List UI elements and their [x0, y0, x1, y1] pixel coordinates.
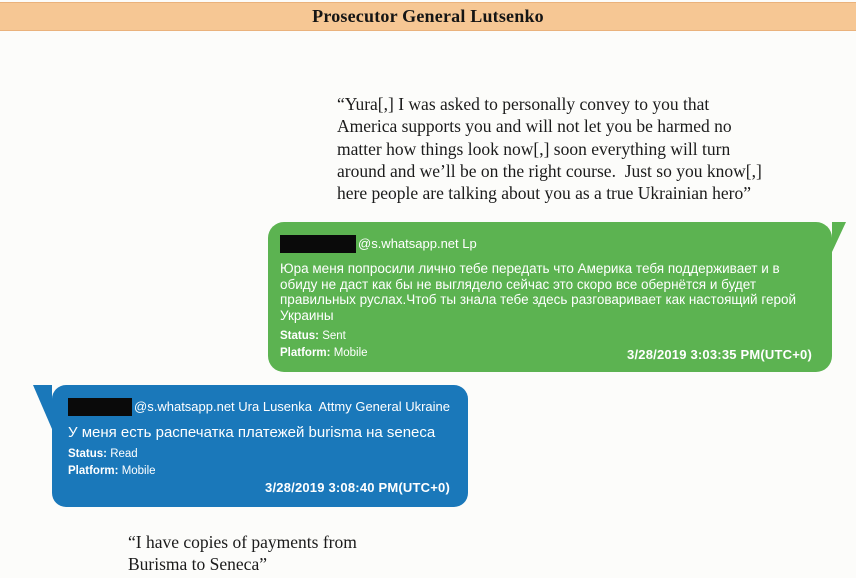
sent-message-timestamp: 3/28/2019 3:03:35 PM(UTC+0) — [627, 347, 812, 362]
platform-value: Mobile — [333, 347, 368, 359]
read-platform-row — [68, 463, 450, 479]
platform-value: Mobile — [121, 465, 156, 477]
translation-top — [337, 93, 762, 204]
status-value: Sent — [322, 330, 346, 342]
sent-message-content — [268, 222, 832, 372]
status-label: Status: — [68, 448, 107, 460]
read-status-row — [68, 446, 450, 462]
read-message-content — [52, 385, 468, 507]
translation-line: “Yura[,] I was asked to personally convey to you that — [337, 94, 710, 114]
whatsapp-read-message-bubble — [52, 385, 468, 507]
translation-line: here people are talking about you as a true Ukrainian hero” — [337, 183, 751, 204]
translation-line: Burisma to Seneca” — [128, 554, 267, 575]
read-message-sender-row — [68, 398, 450, 416]
sent-message-sender-row — [280, 235, 812, 253]
translation-line: matter how things look now[,] soon everything will turn — [337, 138, 731, 159]
read-sender-address: @s.whatsapp.net Ura Lusenka Attmy General Ukraine — [134, 399, 450, 414]
page-title: Prosecutor General Lutsenko — [312, 6, 544, 26]
status-value: Read — [110, 448, 138, 460]
whatsapp-sent-message-bubble — [268, 222, 832, 372]
sent-sender-address: @s.whatsapp.net Lp — [358, 236, 477, 251]
read-message-timestamp: 3/28/2019 3:08:40 PM(UTC+0) — [265, 480, 450, 495]
translation-line: around and we’ll be on the right course. Just so you know[,] — [337, 160, 762, 181]
read-message-text: У меня есть распечатка платежей burisma на seneca — [68, 424, 436, 441]
redaction-box — [280, 235, 356, 253]
translation-line: America supports you and will not let you be harmed no — [337, 116, 732, 137]
page-title-bar — [0, 2, 856, 31]
status-label: Status: — [280, 330, 319, 342]
sent-message-text: Юра меня попросили лично тебе передать что Америка тебя поддерживает и в обиду не даст как бы не выглядело сейчас это скоро все обернётся и будет правильных руслах.Чтоб ты знала тебе здесь разговаривает как настоящий герой Украины — [280, 261, 797, 323]
translation-bottom — [128, 531, 357, 576]
platform-label: Platform: — [68, 465, 119, 477]
translation-line: “I have copies of payments from — [128, 532, 357, 552]
platform-label: Platform: — [280, 347, 331, 359]
redaction-box — [68, 398, 132, 416]
sent-status-row — [280, 328, 812, 344]
